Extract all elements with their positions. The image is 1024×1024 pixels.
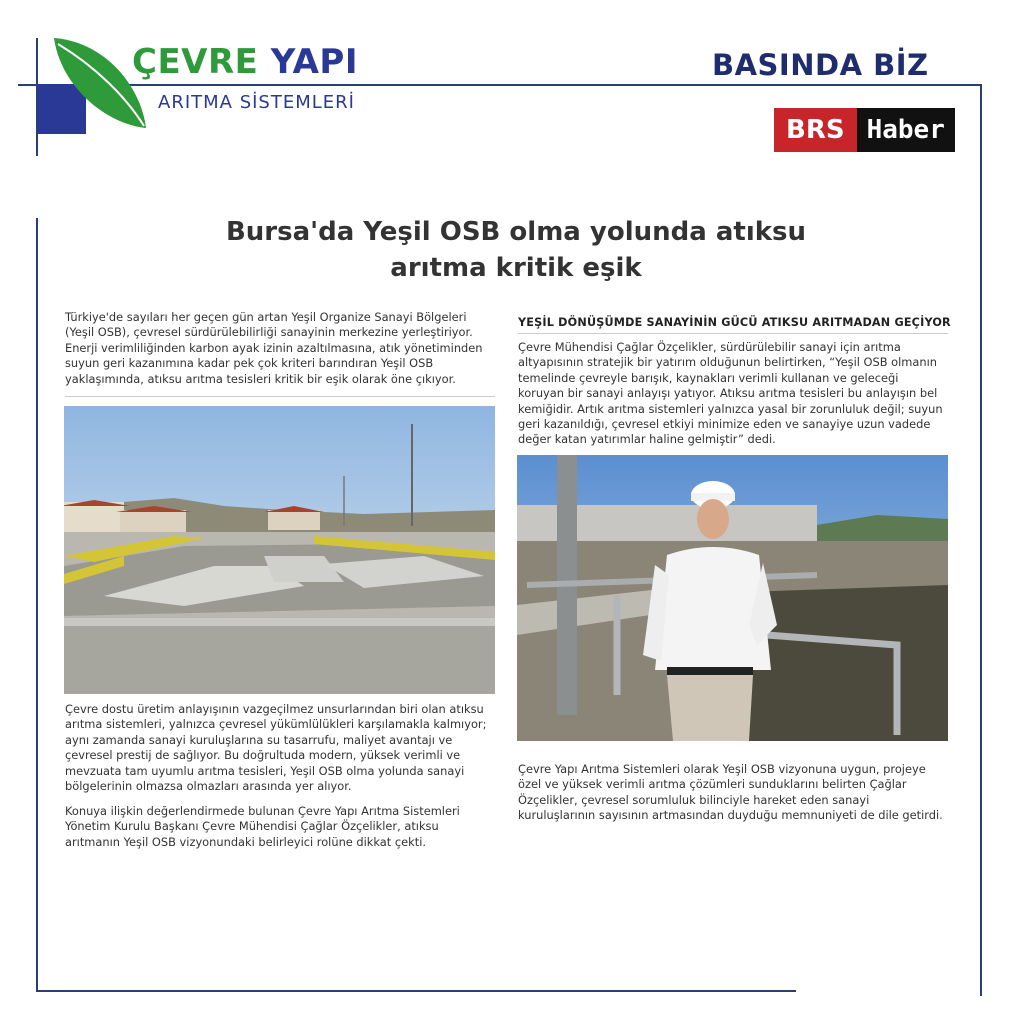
logo-subtitle: ARITMA SİSTEMLERİ: [158, 92, 355, 113]
right-paragraph-2: Çevre Yapı Arıtma Sistemleri olarak Yeşil OSB vizyonuna uygun, projeye özel ve yüksek verimli arıtma çözümleri sunduklarını belirten Çağlar Özçelikler, çevresel sorumluluk bilinciyle hareket eden sanayi kuruluşlarının sayısının artmasından duyduğu memnuniyeti de dile getirdi.: [518, 762, 943, 823]
right-separator: [518, 333, 948, 334]
headline-line-1: Bursa'da Yeşil OSB olma yolunda atıksu: [225, 217, 807, 247]
headline-line-2: arıtma kritik eşik: [390, 253, 642, 283]
source-brand-red: BRS: [774, 108, 857, 152]
left-frame-rule: [36, 218, 38, 992]
left-paragraph-3: Konuya ilişkin değerlendirmede bulunan Çevre Yapı Arıtma Sistemleri Yönetim Kurulu Başkanı Çevre Mühendisi Çağlar Özçelikler, atıksu arıtmanın Yeşil OSB vizyonundaki belirleyici rolüne dikkat çekti.: [65, 804, 460, 849]
section-label: BASINDA BİZ: [712, 48, 929, 82]
engineer-portrait-photo: [517, 455, 948, 741]
right-paragraph-1: Çevre Mühendisi Çağlar Özçelikler, sürdürülebilir sanayi için arıtma altyapısının stratejik bir yatırım olduğunun belirtirken, “Yeşil OSB olmanın temelinde çevreyle barışık, kaynakları verimli kullanan ve geleceği koruyan bir sanayi anlayışı yatıyor. Atıksu arıtma tesisleri bu anlayışın bel kemiğidir. Artık arıtma sistemleri yalnızca yasal bir zorunluluk değil; suyun geri kazanıldığı, çevresel etkiyi minimize eden ve sanayiye uzun vadede değer katan yatırımlar haline gelmiştir” dedi.: [518, 340, 943, 447]
source-brand-black: Haber: [857, 108, 955, 152]
right-subheading: YEŞİL DÖNÜŞÜMDE SANAYİNİN GÜCÜ ATIKSU ARITMADAN GEÇİYOR: [518, 316, 951, 329]
left-paragraph-1: Türkiye'de sayıları her geçen gün artan Yeşil Organize Sanayi Bölgeleri (Yeşil OSB), çevresel sürdürülebilirliği sanayinin merkezine yerleştiriyor. Enerji verimliliğinden karbon ayak izinin azaltılmasına, atık yönetiminden suyun geri kazanımına kadar pek çok kriteri barındıran Yeşil OSB yaklaşımında, atıksu arıtma tesisleri kritik bir eşik olarak öne çıkıyor.: [65, 310, 483, 386]
treatment-plant-photo: [64, 406, 495, 694]
source-badge: [774, 108, 955, 152]
bottom-frame-rule: [36, 990, 796, 992]
logo-word-yapi: YAPI: [270, 42, 358, 82]
logo-word-cevre: ÇEVRE: [132, 42, 259, 82]
company-logo: [36, 32, 366, 142]
left-separator: [65, 396, 495, 397]
left-paragraph-2: Çevre dostu üretim anlayışının vazgeçilmez unsurlarından biri olan atıksu arıtma sistemleri, yalnızca çevresel yükümlülükleri karşılamakla kalmıyor; aynı zamanda sanayi kuruluşlarına su tasarrufu, maliyet avantajı ve çevresel prestij de sağlıyor. Bu doğrultuda modern, yüksek verimli ve mevzuata tam uyumlu arıtma tesisleri, Yeşil OSB olma yolunda sanayi bölgelerinin olmazsa olmazları arasında yer alıyor.: [65, 702, 487, 794]
right-frame-rule: [980, 84, 982, 996]
article-headline: [200, 214, 832, 286]
